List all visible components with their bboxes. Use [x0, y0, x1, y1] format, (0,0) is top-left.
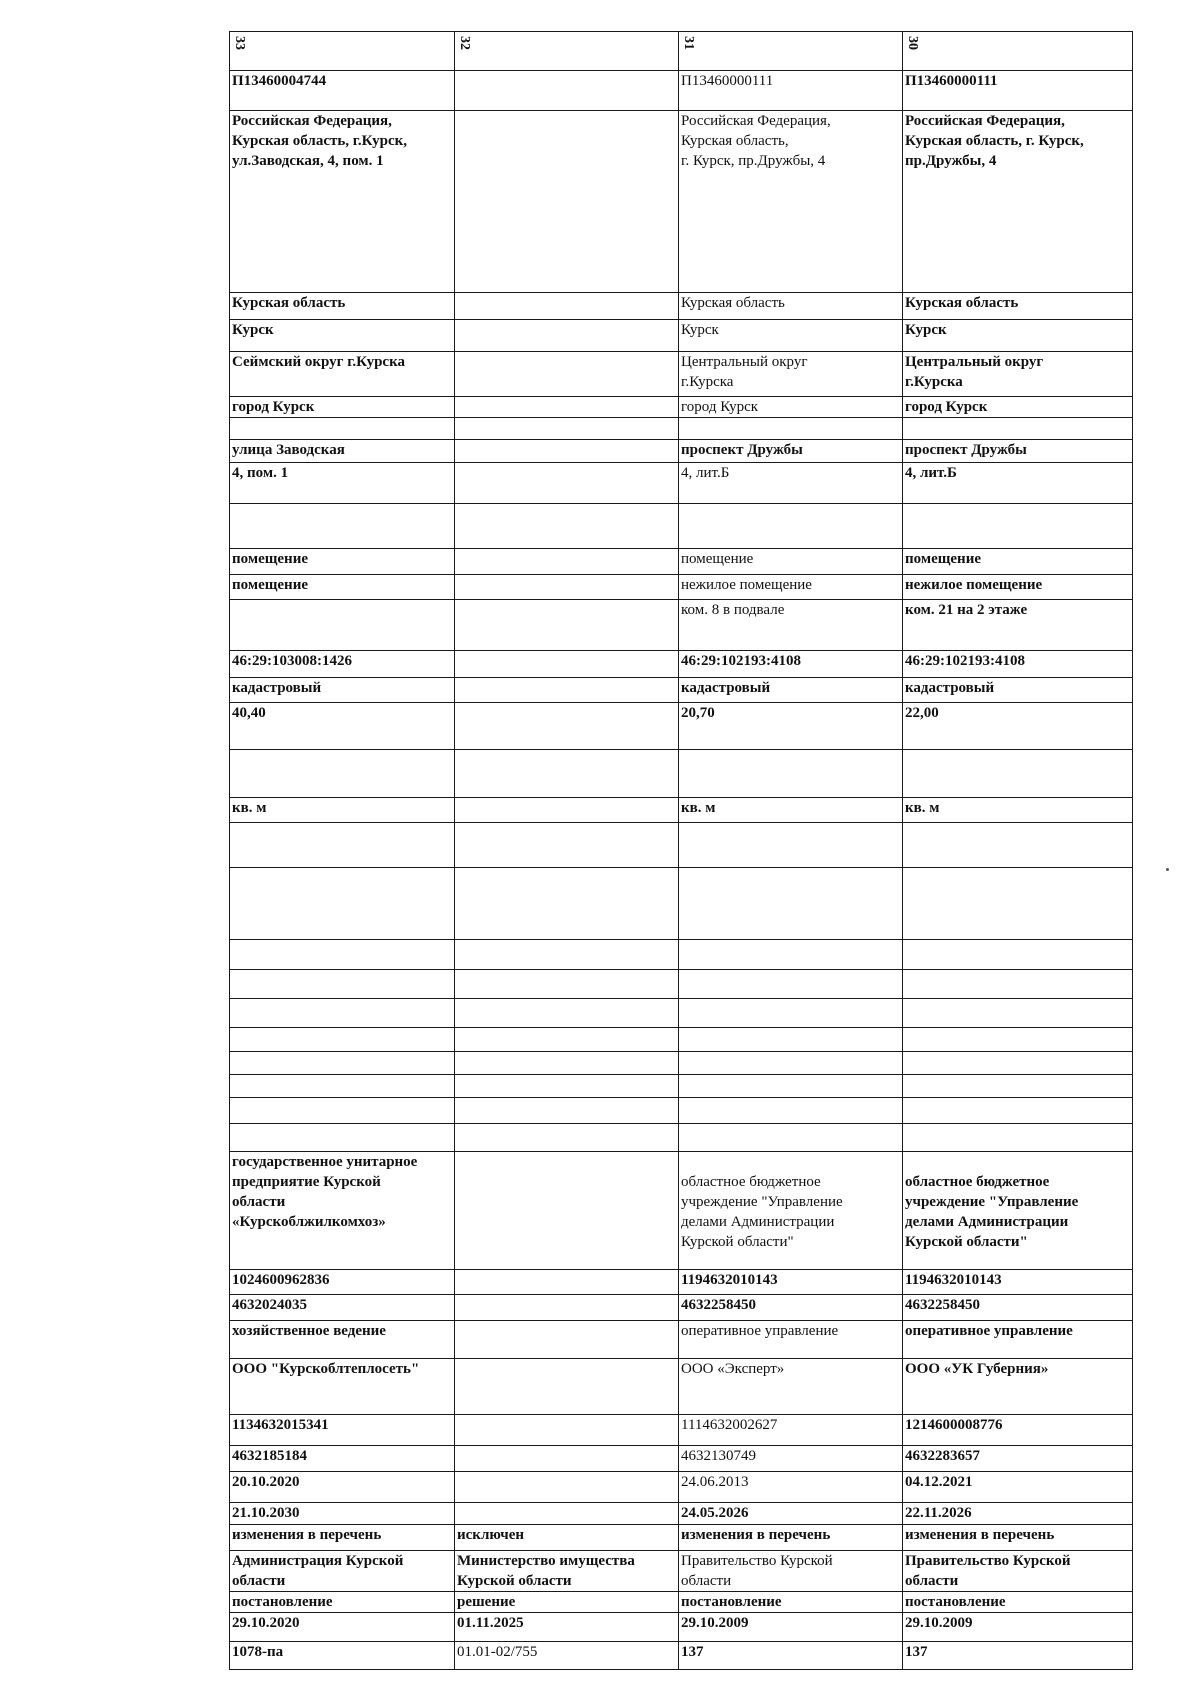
table-cell: кв. м [903, 798, 1133, 823]
table-cell [455, 940, 679, 970]
table-cell: 22.11.2026 [903, 1503, 1133, 1525]
table-cell: нежилое помещение [903, 575, 1133, 600]
table-cell: Курская область [903, 293, 1133, 320]
table-row [230, 1551, 1133, 1592]
table-cell: областное бюджетное учреждение "Управление делами Администрации Курской области" [903, 1152, 1133, 1270]
table-cell [230, 1028, 455, 1052]
table-cell: решение [455, 1592, 679, 1613]
table-cell: 29.10.2020 [230, 1613, 455, 1642]
table-cell: 1214600008776 [903, 1415, 1133, 1446]
table-row [230, 504, 1133, 549]
table-row [230, 1098, 1133, 1124]
table-cell: 20,70 [679, 703, 903, 750]
table-cell: исключен [455, 1525, 679, 1551]
table-cell: 4632258450 [903, 1295, 1133, 1321]
table-cell: 29.10.2009 [903, 1613, 1133, 1642]
table-cell [230, 504, 455, 549]
table-cell: город Курск [903, 397, 1133, 418]
table-row [230, 352, 1133, 397]
table-cell: изменения в перечень [230, 1525, 455, 1551]
table-cell [455, 600, 679, 651]
table-cell [903, 504, 1133, 549]
table-cell: 1194632010143 [679, 1270, 903, 1295]
table-cell [679, 1124, 903, 1152]
table-cell [455, 823, 679, 868]
table-row [230, 1592, 1133, 1613]
table-cell: П13460000111 [679, 71, 903, 111]
table-row [230, 397, 1133, 418]
table-cell [679, 823, 903, 868]
table-cell [455, 703, 679, 750]
table-cell [230, 940, 455, 970]
table-cell: помещение [230, 575, 455, 600]
table-row [230, 463, 1133, 504]
table-cell [455, 504, 679, 549]
table-cell: 1114632002627 [679, 1415, 903, 1446]
table-cell: Курск [679, 320, 903, 352]
table-cell [455, 750, 679, 798]
table-cell [455, 999, 679, 1028]
table-cell [679, 999, 903, 1028]
table-cell: 137 [903, 1642, 1133, 1670]
table-cell: 24.06.2013 [679, 1472, 903, 1503]
table-cell: Министерство имущества Курской области [455, 1551, 679, 1592]
table-cell [679, 750, 903, 798]
table-cell: 1078-па [230, 1642, 455, 1670]
table-cell [455, 678, 679, 703]
table-cell: улица Заводская [230, 440, 455, 463]
table-cell: Курск [903, 320, 1133, 352]
table-cell: 4632024035 [230, 1295, 455, 1321]
table-row [230, 1321, 1133, 1359]
table-cell: 24.05.2026 [679, 1503, 903, 1525]
table-row [230, 575, 1133, 600]
table-row [230, 1446, 1133, 1472]
table-cell: 4, лит.Б [903, 463, 1133, 504]
table-row [230, 1152, 1133, 1270]
table-cell [455, 1359, 679, 1415]
table-cell: ООО «Эксперт» [679, 1359, 903, 1415]
table-cell: Курская область [679, 293, 903, 320]
table-row [230, 1642, 1133, 1670]
table-cell [455, 111, 679, 293]
table-cell: ООО "Курскоблтеплосеть" [230, 1359, 455, 1415]
property-register-table [229, 31, 1133, 1670]
table-cell: Правительство Курской области [679, 1551, 903, 1592]
table-cell [455, 1503, 679, 1525]
table-cell [455, 1446, 679, 1472]
table-cell: Центральный округ г.Курска [679, 352, 903, 397]
table-cell [230, 868, 455, 940]
column-number-cell [455, 32, 679, 71]
table-cell: помещение [903, 549, 1133, 575]
table-cell [455, 397, 679, 418]
table-cell [455, 1098, 679, 1124]
table-row [230, 1075, 1133, 1098]
table-row [230, 1028, 1133, 1052]
table-cell: кв. м [679, 798, 903, 823]
table-cell: постановление [230, 1592, 455, 1613]
table-cell [455, 352, 679, 397]
table-cell [455, 1270, 679, 1295]
table-row [230, 823, 1133, 868]
table-row [230, 1052, 1133, 1075]
table-cell: 4, лит.Б [679, 463, 903, 504]
table-cell [230, 999, 455, 1028]
table-cell [455, 970, 679, 999]
table-cell [679, 504, 903, 549]
table-row [230, 440, 1133, 463]
column-number-row [230, 32, 1133, 71]
table-cell: 4632283657 [903, 1446, 1133, 1472]
table-cell [455, 1124, 679, 1152]
table-cell [679, 970, 903, 999]
column-number: 32 [457, 36, 472, 50]
table-cell [903, 1098, 1133, 1124]
table-cell: город Курск [230, 397, 455, 418]
table-cell: 1194632010143 [903, 1270, 1133, 1295]
table-cell [679, 1028, 903, 1052]
table-cell [455, 440, 679, 463]
table-cell: изменения в перечень [903, 1525, 1133, 1551]
table-cell [230, 600, 455, 651]
scan-speck [1166, 868, 1169, 871]
table-cell: Российская Федерация, Курская область, г. Курск, пр.Дружбы, 4 [903, 111, 1133, 293]
table-cell: кадастровый [903, 678, 1133, 703]
table-cell [455, 418, 679, 440]
table-row [230, 750, 1133, 798]
table-cell: 4, пом. 1 [230, 463, 455, 504]
table-cell [903, 823, 1133, 868]
table-row [230, 1472, 1133, 1503]
table-cell: ком. 8 в подвале [679, 600, 903, 651]
table-row [230, 293, 1133, 320]
table-cell: помещение [679, 549, 903, 575]
table-cell: Правительство Курской области [903, 1551, 1133, 1592]
table-row [230, 678, 1133, 703]
table-cell [455, 1075, 679, 1098]
table-cell [455, 1472, 679, 1503]
table-row [230, 940, 1133, 970]
table-cell [903, 999, 1133, 1028]
table-row [230, 600, 1133, 651]
table-row [230, 1295, 1133, 1321]
table-cell [455, 868, 679, 940]
table-row [230, 651, 1133, 678]
table-cell: 22,00 [903, 703, 1133, 750]
table-cell: 1134632015341 [230, 1415, 455, 1446]
table-cell: проспект Дружбы [679, 440, 903, 463]
table-cell [679, 1052, 903, 1075]
table-cell [679, 1098, 903, 1124]
table-cell [455, 1321, 679, 1359]
table-cell [903, 1124, 1133, 1152]
table-cell [455, 320, 679, 352]
table-cell: 137 [679, 1642, 903, 1670]
table-cell [455, 575, 679, 600]
table-cell: 04.12.2021 [903, 1472, 1133, 1503]
table-cell: 01.11.2025 [455, 1613, 679, 1642]
table-cell [455, 1152, 679, 1270]
table-cell: ООО «УК Губерния» [903, 1359, 1133, 1415]
table-cell: П13460000111 [903, 71, 1133, 111]
table-cell [455, 798, 679, 823]
table-cell: кв. м [230, 798, 455, 823]
table-cell: Центральный округ г.Курска [903, 352, 1133, 397]
table-cell: изменения в перечень [679, 1525, 903, 1551]
table-cell [230, 1075, 455, 1098]
table-cell [455, 463, 679, 504]
table-cell [230, 750, 455, 798]
table-cell: Российская Федерация, Курская область, г.Курск, ул.Заводская, 4, пом. 1 [230, 111, 455, 293]
table-cell [679, 868, 903, 940]
table-cell [903, 1075, 1133, 1098]
table-cell: 46:29:103008:1426 [230, 651, 455, 678]
table-cell [455, 293, 679, 320]
table-row [230, 970, 1133, 999]
table-cell [903, 868, 1133, 940]
table-cell [455, 651, 679, 678]
table-cell [230, 1124, 455, 1152]
column-number-cell [679, 32, 903, 71]
table-cell: 01.01-02/755 [455, 1642, 679, 1670]
table-row [230, 1503, 1133, 1525]
column-number: 33 [232, 36, 247, 50]
table-cell [903, 1052, 1133, 1075]
table-row [230, 1124, 1133, 1152]
table-cell: помещение [230, 549, 455, 575]
table-cell: оперативное управление [903, 1321, 1133, 1359]
table-cell: 29.10.2009 [679, 1613, 903, 1642]
table-row [230, 1270, 1133, 1295]
table-row [230, 549, 1133, 575]
table-cell [679, 1075, 903, 1098]
table-row [230, 1359, 1133, 1415]
table-row [230, 71, 1133, 111]
table-cell: государственное унитарное предприятие Курской области «Курскоблжилкомхоз» [230, 1152, 455, 1270]
table-cell [230, 1052, 455, 1075]
table-cell: 21.10.2030 [230, 1503, 455, 1525]
table-cell [230, 823, 455, 868]
table-cell: Курская область [230, 293, 455, 320]
table-cell [230, 1098, 455, 1124]
column-number: 31 [681, 36, 696, 50]
table-row [230, 111, 1133, 293]
table-cell [903, 418, 1133, 440]
table-row [230, 999, 1133, 1028]
table-cell: 4632258450 [679, 1295, 903, 1321]
table-cell: Администрация Курской области [230, 1551, 455, 1592]
table-cell: постановление [903, 1592, 1133, 1613]
table-cell [455, 1052, 679, 1075]
table-row [230, 320, 1133, 352]
table-cell [679, 418, 903, 440]
table-cell [455, 71, 679, 111]
table-cell [903, 970, 1133, 999]
table-cell: оперативное управление [679, 1321, 903, 1359]
table-cell: Сеймский округ г.Курска [230, 352, 455, 397]
table-row [230, 798, 1133, 823]
column-number-cell [903, 32, 1133, 71]
table-cell: П13460004744 [230, 71, 455, 111]
table-cell [903, 940, 1133, 970]
table-cell [455, 1028, 679, 1052]
table-cell: Курск [230, 320, 455, 352]
table-cell: хозяйственное ведение [230, 1321, 455, 1359]
table-cell: проспект Дружбы [903, 440, 1133, 463]
table-cell [903, 1028, 1133, 1052]
table-cell [679, 940, 903, 970]
table-row [230, 868, 1133, 940]
table-cell: кадастровый [230, 678, 455, 703]
table-cell [903, 750, 1133, 798]
table-cell: постановление [679, 1592, 903, 1613]
table-cell: 46:29:102193:4108 [679, 651, 903, 678]
table-row [230, 1415, 1133, 1446]
column-number: 30 [905, 36, 920, 50]
table-cell: областное бюджетное учреждение "Управление делами Администрации Курской области" [679, 1152, 903, 1270]
table-cell: 1024600962836 [230, 1270, 455, 1295]
table-cell: город Курск [679, 397, 903, 418]
table-cell: 4632185184 [230, 1446, 455, 1472]
table-row [230, 703, 1133, 750]
table-cell: 40,40 [230, 703, 455, 750]
table-cell: ком. 21 на 2 этаже [903, 600, 1133, 651]
table-cell: Российская Федерация, Курская область, г. Курск, пр.Дружбы, 4 [679, 111, 903, 293]
table-row [230, 418, 1133, 440]
table-cell: кадастровый [679, 678, 903, 703]
table-cell [455, 549, 679, 575]
table-cell: нежилое помещение [679, 575, 903, 600]
table-cell [230, 418, 455, 440]
table-row [230, 1525, 1133, 1551]
table-cell [230, 970, 455, 999]
table-cell: 46:29:102193:4108 [903, 651, 1133, 678]
table-cell [455, 1295, 679, 1321]
table-cell: 4632130749 [679, 1446, 903, 1472]
table-cell: 20.10.2020 [230, 1472, 455, 1503]
table-cell [455, 1415, 679, 1446]
table-row [230, 1613, 1133, 1642]
column-number-cell [230, 32, 455, 71]
